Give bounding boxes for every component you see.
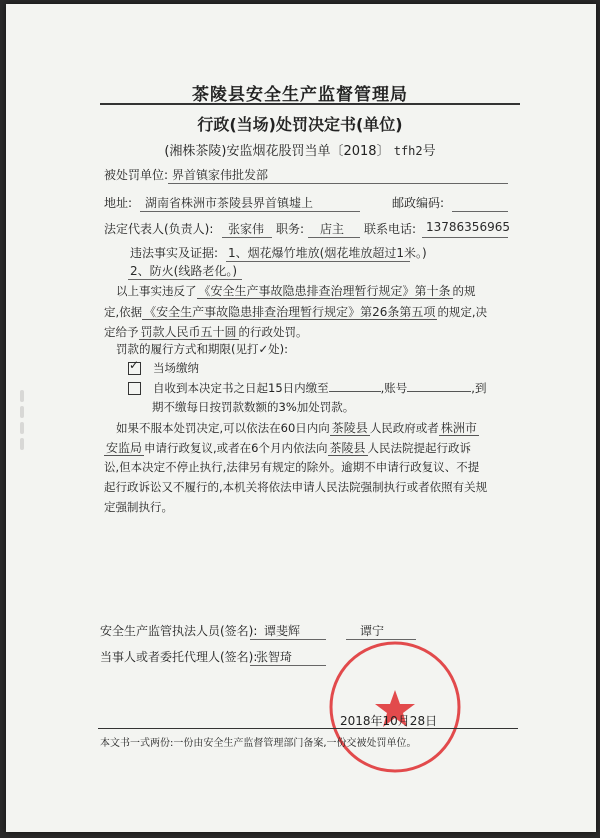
option-2-text-d: 期不缴每日按罚款数额的3%加处罚款。 bbox=[152, 400, 355, 414]
fact-2-line bbox=[128, 279, 242, 280]
phone-label: 联系电话: bbox=[364, 222, 417, 236]
document-number bbox=[0, 140, 600, 159]
punch-hole bbox=[20, 390, 24, 402]
decision-line-3 bbox=[104, 323, 308, 340]
punch-hole bbox=[20, 438, 24, 450]
option-pay-within-15-days bbox=[128, 380, 486, 396]
appeal-government: 茶陵县 bbox=[331, 421, 368, 435]
fact-2: 2、防火(线路老化。) bbox=[130, 264, 237, 278]
address-line bbox=[140, 211, 360, 212]
footer-rule bbox=[98, 728, 518, 729]
postcode-line bbox=[452, 211, 508, 212]
decision-date: 2018年10月28日 bbox=[340, 714, 438, 728]
fact-1-line bbox=[226, 261, 410, 262]
check-mark-icon: ✓ bbox=[129, 358, 140, 372]
appeal-text-2a: 申请行政复议,或者在6个月内依法向 bbox=[144, 441, 328, 455]
postcode-label: 邮政编码: bbox=[392, 196, 445, 210]
appeal-line-1 bbox=[116, 419, 479, 436]
decision-text-2b: 的规定,决 bbox=[437, 305, 488, 319]
doc-number-suffix: 号 bbox=[422, 144, 436, 159]
option-pay-on-site bbox=[128, 360, 199, 376]
decision-line-1 bbox=[116, 282, 476, 299]
doc-number-prefix: (湘株茶陵)安监烟花股罚当单〔2018〕 bbox=[164, 144, 390, 159]
appeal-line-4: 起行政诉讼又不履行的,本机关将依法申请人民法院强制执行或者依照有关规 bbox=[104, 480, 488, 494]
party-signature: 张智琦 bbox=[256, 650, 293, 664]
penalty-amount: 罚款人民币五十圆 bbox=[140, 325, 237, 339]
address-label: 地址: bbox=[104, 196, 133, 210]
penalized-unit-value: 界首镇家伟批发部 bbox=[172, 168, 269, 182]
pay-on-site-checkbox bbox=[128, 358, 141, 375]
option-2-text-c: ,到 bbox=[471, 381, 487, 395]
officer-signature-1: 谭斐辉 bbox=[264, 624, 301, 638]
party-line bbox=[250, 665, 326, 666]
bank-blank bbox=[329, 391, 381, 392]
pay-within-15-days-checkbox bbox=[128, 382, 141, 395]
decision-text-3a: 定给予 bbox=[104, 325, 139, 339]
appeal-text-1b: 人民政府或者 bbox=[369, 421, 439, 435]
fact-1: 1、烟花爆竹堆放(烟花堆放超过1米。) bbox=[228, 246, 427, 260]
position-line bbox=[308, 237, 360, 238]
decision-text-3b: 的行政处罚。 bbox=[238, 325, 308, 339]
header-rule bbox=[100, 103, 520, 105]
official-seal bbox=[326, 638, 464, 776]
address-value: 湖南省株洲市茶陵县界首镇墟上 bbox=[145, 196, 314, 210]
footer-note: 本文书一式两份:一份由安全生产监督管理部门备案,一份交被处罚单位。 bbox=[100, 738, 417, 749]
decision-line-2 bbox=[104, 303, 487, 320]
punch-hole bbox=[20, 422, 24, 434]
phone-value: 13786356965 bbox=[426, 220, 510, 234]
option-1-label: 当场缴纳 bbox=[153, 361, 199, 375]
appeal-city: 株洲市 bbox=[440, 421, 477, 435]
appeal-text-2b: 人民法院提起行政诉 bbox=[367, 441, 472, 455]
legal-rep-line bbox=[222, 237, 272, 238]
appeal-text-1a: 如果不服本处罚决定,可以依法在60日内向 bbox=[116, 421, 330, 435]
fine-method-label: 罚款的履行方式和期限(见打✓处): bbox=[116, 342, 288, 356]
appeal-line-3: 讼,但本决定不停止执行,法律另有规定的除外。逾期不申请行政复议、不提 bbox=[104, 460, 480, 474]
punch-hole bbox=[20, 406, 24, 418]
appeal-line-5: 定强制执行。 bbox=[104, 500, 173, 514]
officer-signature-2: 谭宁 bbox=[360, 624, 385, 638]
penalized-unit-line bbox=[168, 183, 508, 184]
option-2-text-b: ,账号 bbox=[380, 381, 408, 395]
doc-number-handwritten: tfh2 bbox=[393, 144, 423, 158]
legal-rep-label: 法定代表人(负责人): bbox=[104, 222, 214, 236]
account-blank bbox=[407, 391, 471, 392]
phone-line bbox=[422, 237, 508, 238]
decision-text-1b: 的规 bbox=[452, 284, 476, 298]
penalized-unit-label: 被处罚单位: bbox=[104, 168, 169, 182]
document-title: 行政(当场)处罚决定书(单位) bbox=[197, 115, 403, 134]
option-2-text-a: 自收到本决定书之日起15日内缴至 bbox=[153, 381, 329, 395]
appeal-line-2 bbox=[104, 439, 471, 456]
appeal-bureau: 安监局 bbox=[106, 441, 143, 455]
applied-law: 《安全生产事故隐患排查治理暂行规定》第26条第五项 bbox=[144, 305, 436, 319]
facts-label: 违法事实及证据: bbox=[130, 246, 219, 260]
officer-label: 安全生产监管执法人员(签名): bbox=[100, 624, 258, 638]
agency-name: 茶陵县安全生产监督管理局 bbox=[192, 85, 408, 105]
decision-text-1a: 以上事实违反了 bbox=[116, 284, 197, 298]
violated-law: 《安全生产事故隐患排查治理暂行规定》第十条 bbox=[198, 284, 451, 298]
party-label: 当事人或者委托代理人(签名): bbox=[100, 650, 258, 664]
legal-rep-value: 张家伟 bbox=[228, 222, 265, 236]
position-label: 职务: bbox=[276, 222, 305, 236]
appeal-court: 茶陵县 bbox=[329, 441, 366, 455]
position-value: 店主 bbox=[320, 222, 345, 236]
decision-text-2a: 定,依据 bbox=[104, 305, 143, 319]
officer-line-1 bbox=[250, 639, 326, 640]
